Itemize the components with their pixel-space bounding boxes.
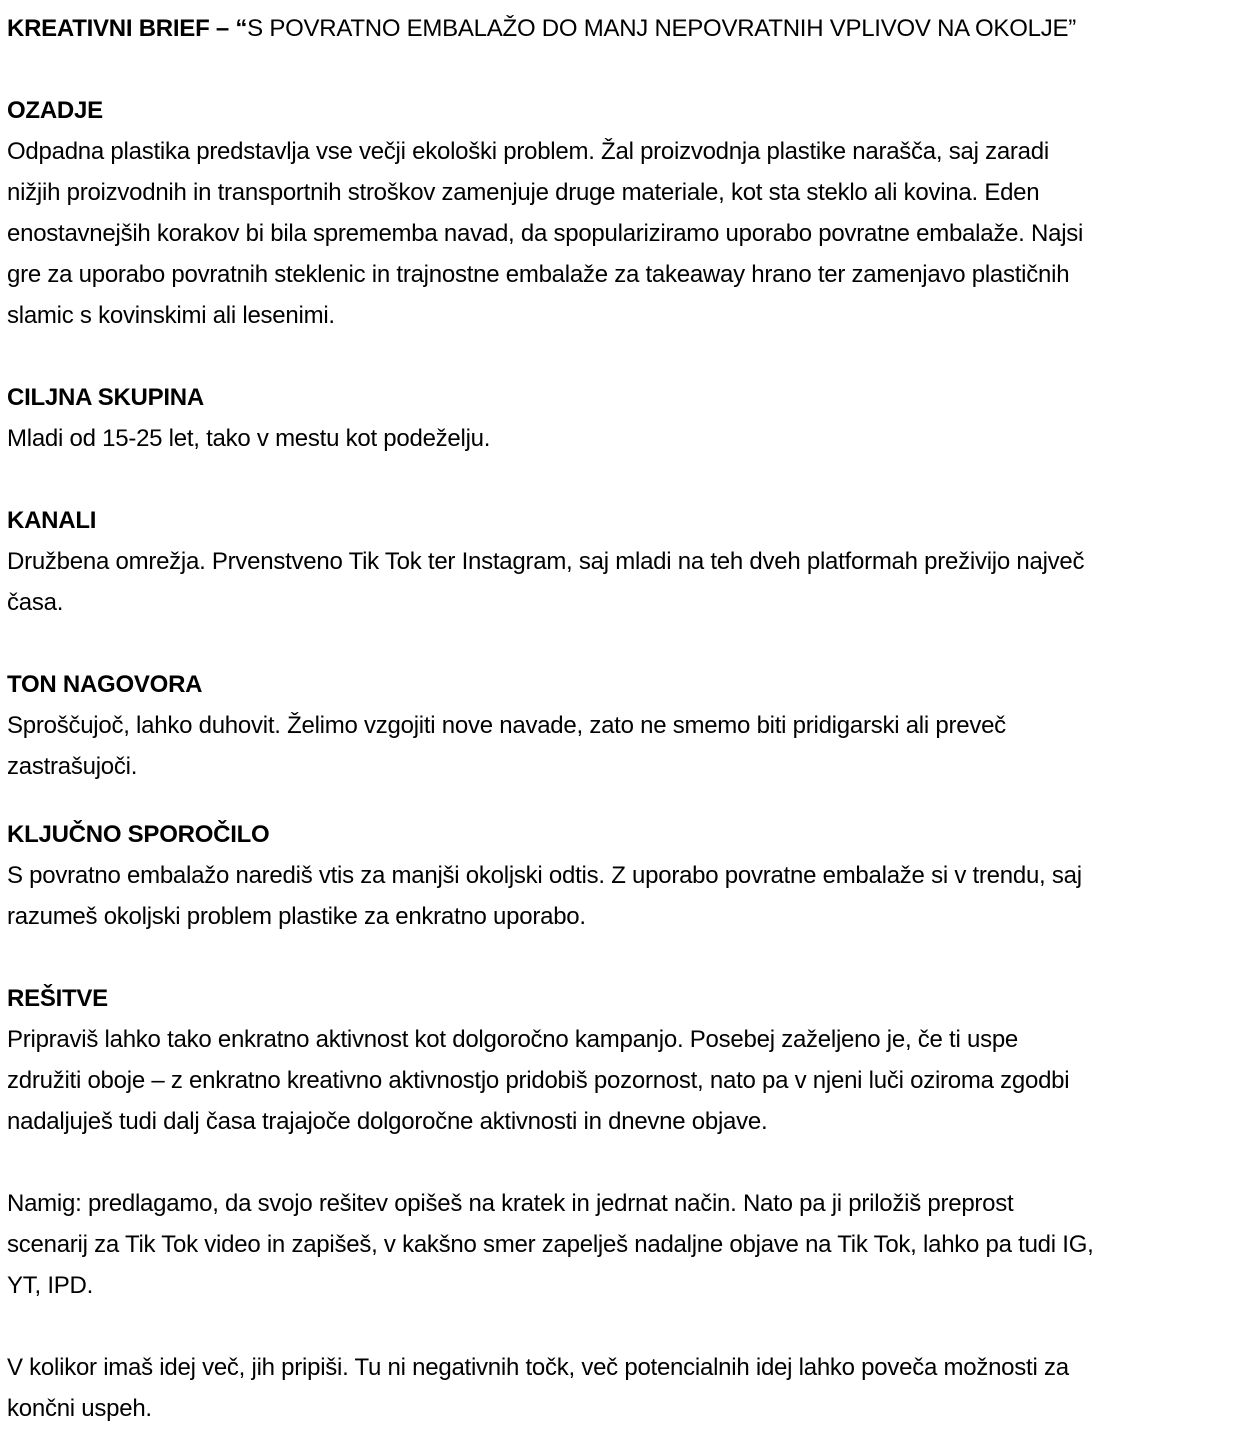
section-heading-kljucno-sporocilo: KLJUČNO SPOROČILO	[7, 821, 270, 848]
section-heading-kanali: KANALI	[7, 507, 97, 534]
document-title-rest: S POVRATNO EMBALAŽO DO MANJ NEPOVRATNIH VPLIVOV NA OKOLJE”	[247, 15, 1076, 42]
section-heading-resitve: REŠITVE	[7, 985, 108, 1012]
spacer	[7, 937, 1243, 978]
document-title-bold: KREATIVNI BRIEF – “	[7, 15, 248, 42]
document-title	[7, 8, 1243, 49]
paragraph-line: Družbena omrežja. Prvenstveno Tik Tok ter Instagram, saj mladi na teh dveh platformah preživijo največ	[7, 548, 1085, 575]
spacer	[7, 623, 1243, 664]
paragraph-line: združiti oboje – z enkratno kreativno aktivnostjo pridobiš pozornost, nato pa v njeni luči oziroma zgodbi	[7, 1067, 1070, 1094]
section-heading-ciljna-skupina: CILJNA SKUPINA	[7, 384, 204, 411]
spacer	[7, 336, 1243, 377]
paragraph-line: nižjih proizvodnih in transportnih stroškov zamenjuje druge materiale, kot sta steklo ali kovina. Eden	[7, 179, 1040, 206]
paragraph-line: nadaljuješ tudi dalj časa trajajoče dolgoročne aktivnosti in dnevne objave.	[7, 1108, 768, 1135]
hint-paragraph-line: scenarij za Tik Tok video in zapišeš, v kakšno smer zapelješ nadaljne objave na Tik Tok, lahko pa tudi IG,	[7, 1231, 1094, 1258]
paragraph-line: zastrašujoči.	[7, 753, 138, 780]
section-heading-ton-nagovora: TON NAGOVORA	[7, 671, 203, 698]
paragraph-line: enostavnejših korakov bi bila sprememba navad, da spopulariziramo uporabo povratne embalaže. Najsi	[7, 220, 1084, 247]
closing-paragraph-line: končni uspeh.	[7, 1395, 152, 1422]
spacer	[7, 1142, 1243, 1183]
hint-paragraph-line: YT, IPD.	[7, 1272, 94, 1299]
spacer	[7, 49, 1243, 90]
spacer	[7, 1306, 1243, 1347]
paragraph-line: Odpadna plastika predstavlja vse večji ekološki problem. Žal proizvodnja plastike narašča, saj zaradi	[7, 138, 1049, 165]
paragraph-line: slamic s kovinskimi ali lesenimi.	[7, 302, 335, 329]
hint-paragraph-line: Namig: predlagamo, da svojo rešitev opišeš na kratek in jedrnat način. Nato pa ji priložiš preprost	[7, 1190, 1014, 1217]
paragraph-line: razumeš okoljski problem plastike za enkratno uporabo.	[7, 903, 586, 930]
spacer	[7, 787, 1243, 814]
spacer	[7, 459, 1243, 500]
closing-paragraph-line: V kolikor imaš idej več, jih pripiši. Tu ni negativnih točk, več potencialnih idej lahko poveča možnosti za	[7, 1354, 1069, 1381]
paragraph-line: gre za uporabo povratnih steklenic in trajnostne embalaže za takeaway hrano ter zamenjavo plastičnih	[7, 261, 1070, 288]
paragraph-line: Sproščujoč, lahko duhovit. Želimo vzgojiti nove navade, zato ne smemo biti pridigarski ali preveč	[7, 712, 1006, 739]
paragraph-line: časa.	[7, 589, 64, 616]
paragraph-line: Mladi od 15-25 let, tako v mestu kot podeželju.	[7, 425, 491, 452]
paragraph-line: S povratno embalažo narediš vtis za manjši okoljski odtis. Z uporabo povratne embalaže si v trendu, saj	[7, 862, 1082, 889]
section-heading-ozadje: OZADJE	[7, 97, 103, 124]
brief-document	[7, 8, 1243, 1429]
paragraph-line: Pripraviš lahko tako enkratno aktivnost kot dolgoročno kampanjo. Posebej zaželjeno je, če ti uspe	[7, 1026, 1019, 1053]
